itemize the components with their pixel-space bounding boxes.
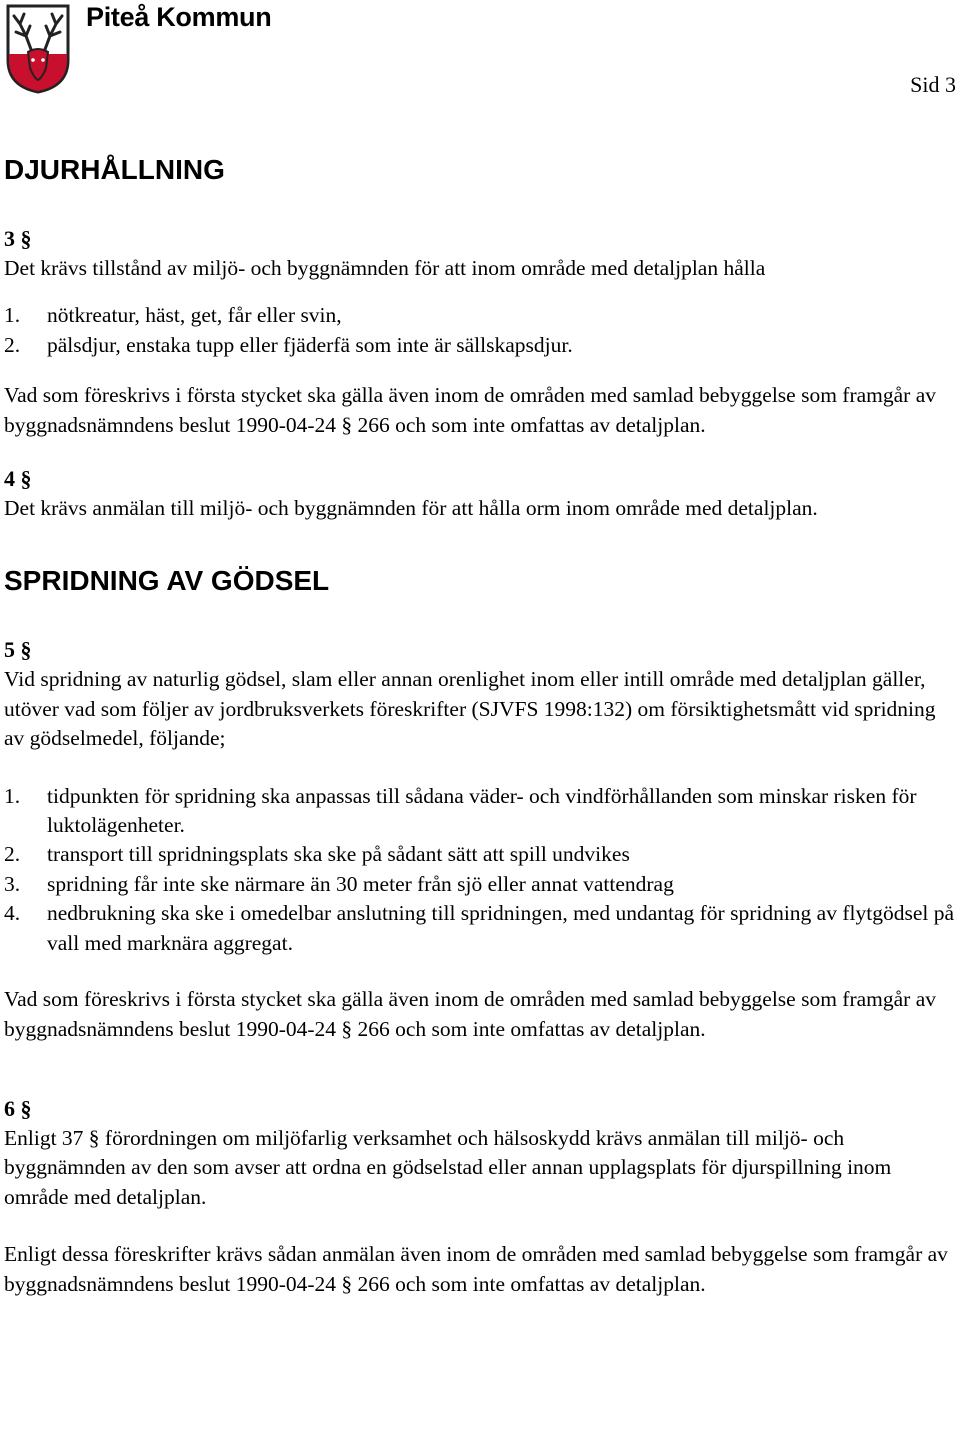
paragraph-4-text: Det krävs anmälan till miljö- och byggnämnden för att hålla orm inom område med detaljplan. (4, 496, 818, 521)
document-body (4, 150, 954, 1299)
page-number: Sid 3 (910, 72, 956, 97)
list-item: 4. nedbrukning ska ske i omedelbar anslutning till spridningen, med undantag för spridning av flytgödsel på vall med marknära aggregat. (4, 901, 955, 955)
paragraph-5-list (4, 782, 954, 958)
paragraph-6-text: Enligt 37 § förordningen om miljöfarlig verksamhet och hälsoskydd krävs anmälan till miljö- och byggnämnden av den som avser att ordna en gödselstad eller annan upplagsplats för djurspillning inom område med detaljplan. (4, 1125, 892, 1209)
paragraph-5-intro: Vid spridning av naturlig gödsel, slam eller annan orenlighet inom eller intill område med detaljplan gäller, utöver vad som följer av jordbruksverkets föreskrifter (SJVFS 1998:132) om försiktighetsmått vid spridning av gödselmedel, följande; (4, 667, 936, 751)
paragraph-5-followup: Vad som föreskrivs i första stycket ska gälla även inom de områden med samlad bebyggelse som framgår av byggnadsnämndens beslut 1990-04-24 § 266 och som inte omfattas av detaljplan. (4, 987, 936, 1041)
paragraph-3-intro: Det krävs tillstånd av miljö- och byggnämnden för att inom område med detaljplan hålla (4, 256, 766, 280)
page-header (0, 0, 960, 100)
section-heading-manure-spreading: SPRIDNING AV GÖDSEL (4, 565, 330, 597)
municipal-coat-of-arms-icon (2, 2, 74, 94)
organization-name: Piteå Kommun (86, 2, 272, 32)
list-item: 3. spridning får inte ske närmare än 30 meter från sjö eller annat vattendrag (4, 871, 674, 896)
paragraph-number-6: 6 § (4, 1095, 32, 1121)
list-item: 1. nötkreatur, häst, get, får eller svin, (4, 303, 342, 328)
list-item: 2. transport till spridningsplats ska ske på sådant sätt att spill undvikes (4, 842, 630, 867)
paragraph-number-4: 4 § (4, 466, 32, 492)
list-item: 2. pälsdjur, enstaka tupp eller fjäderfä som inte är sällskapsdjur. (4, 332, 573, 357)
paragraph-number-5: 5 § (4, 637, 32, 663)
section-heading-animal-keeping: DJURHÅLLNING (4, 154, 225, 185)
paragraph-6-followup: Enligt dessa föreskrifter krävs sådan anmälan även inom de områden med samlad bebyggelse som framgår av byggnadsnämndens beslut 1990-04-24 § 266 och som inte omfattas av detaljplan. (4, 1242, 948, 1296)
paragraph-3-followup: Vad som föreskrivs i första stycket ska gälla även inom de områden med samlad bebyggelse som framgår av byggnadsnämndens beslut 1990-04-24 § 266 och som inte omfattas av detaljplan. (4, 383, 936, 437)
paragraph-number-3: 3 § (4, 226, 32, 251)
list-item: 1. tidpunkten för spridning ska anpassas till sådana väder- och vindförhållanden som minskar risken för luktolägenheter. (4, 783, 917, 838)
paragraph-3-list (4, 301, 954, 360)
